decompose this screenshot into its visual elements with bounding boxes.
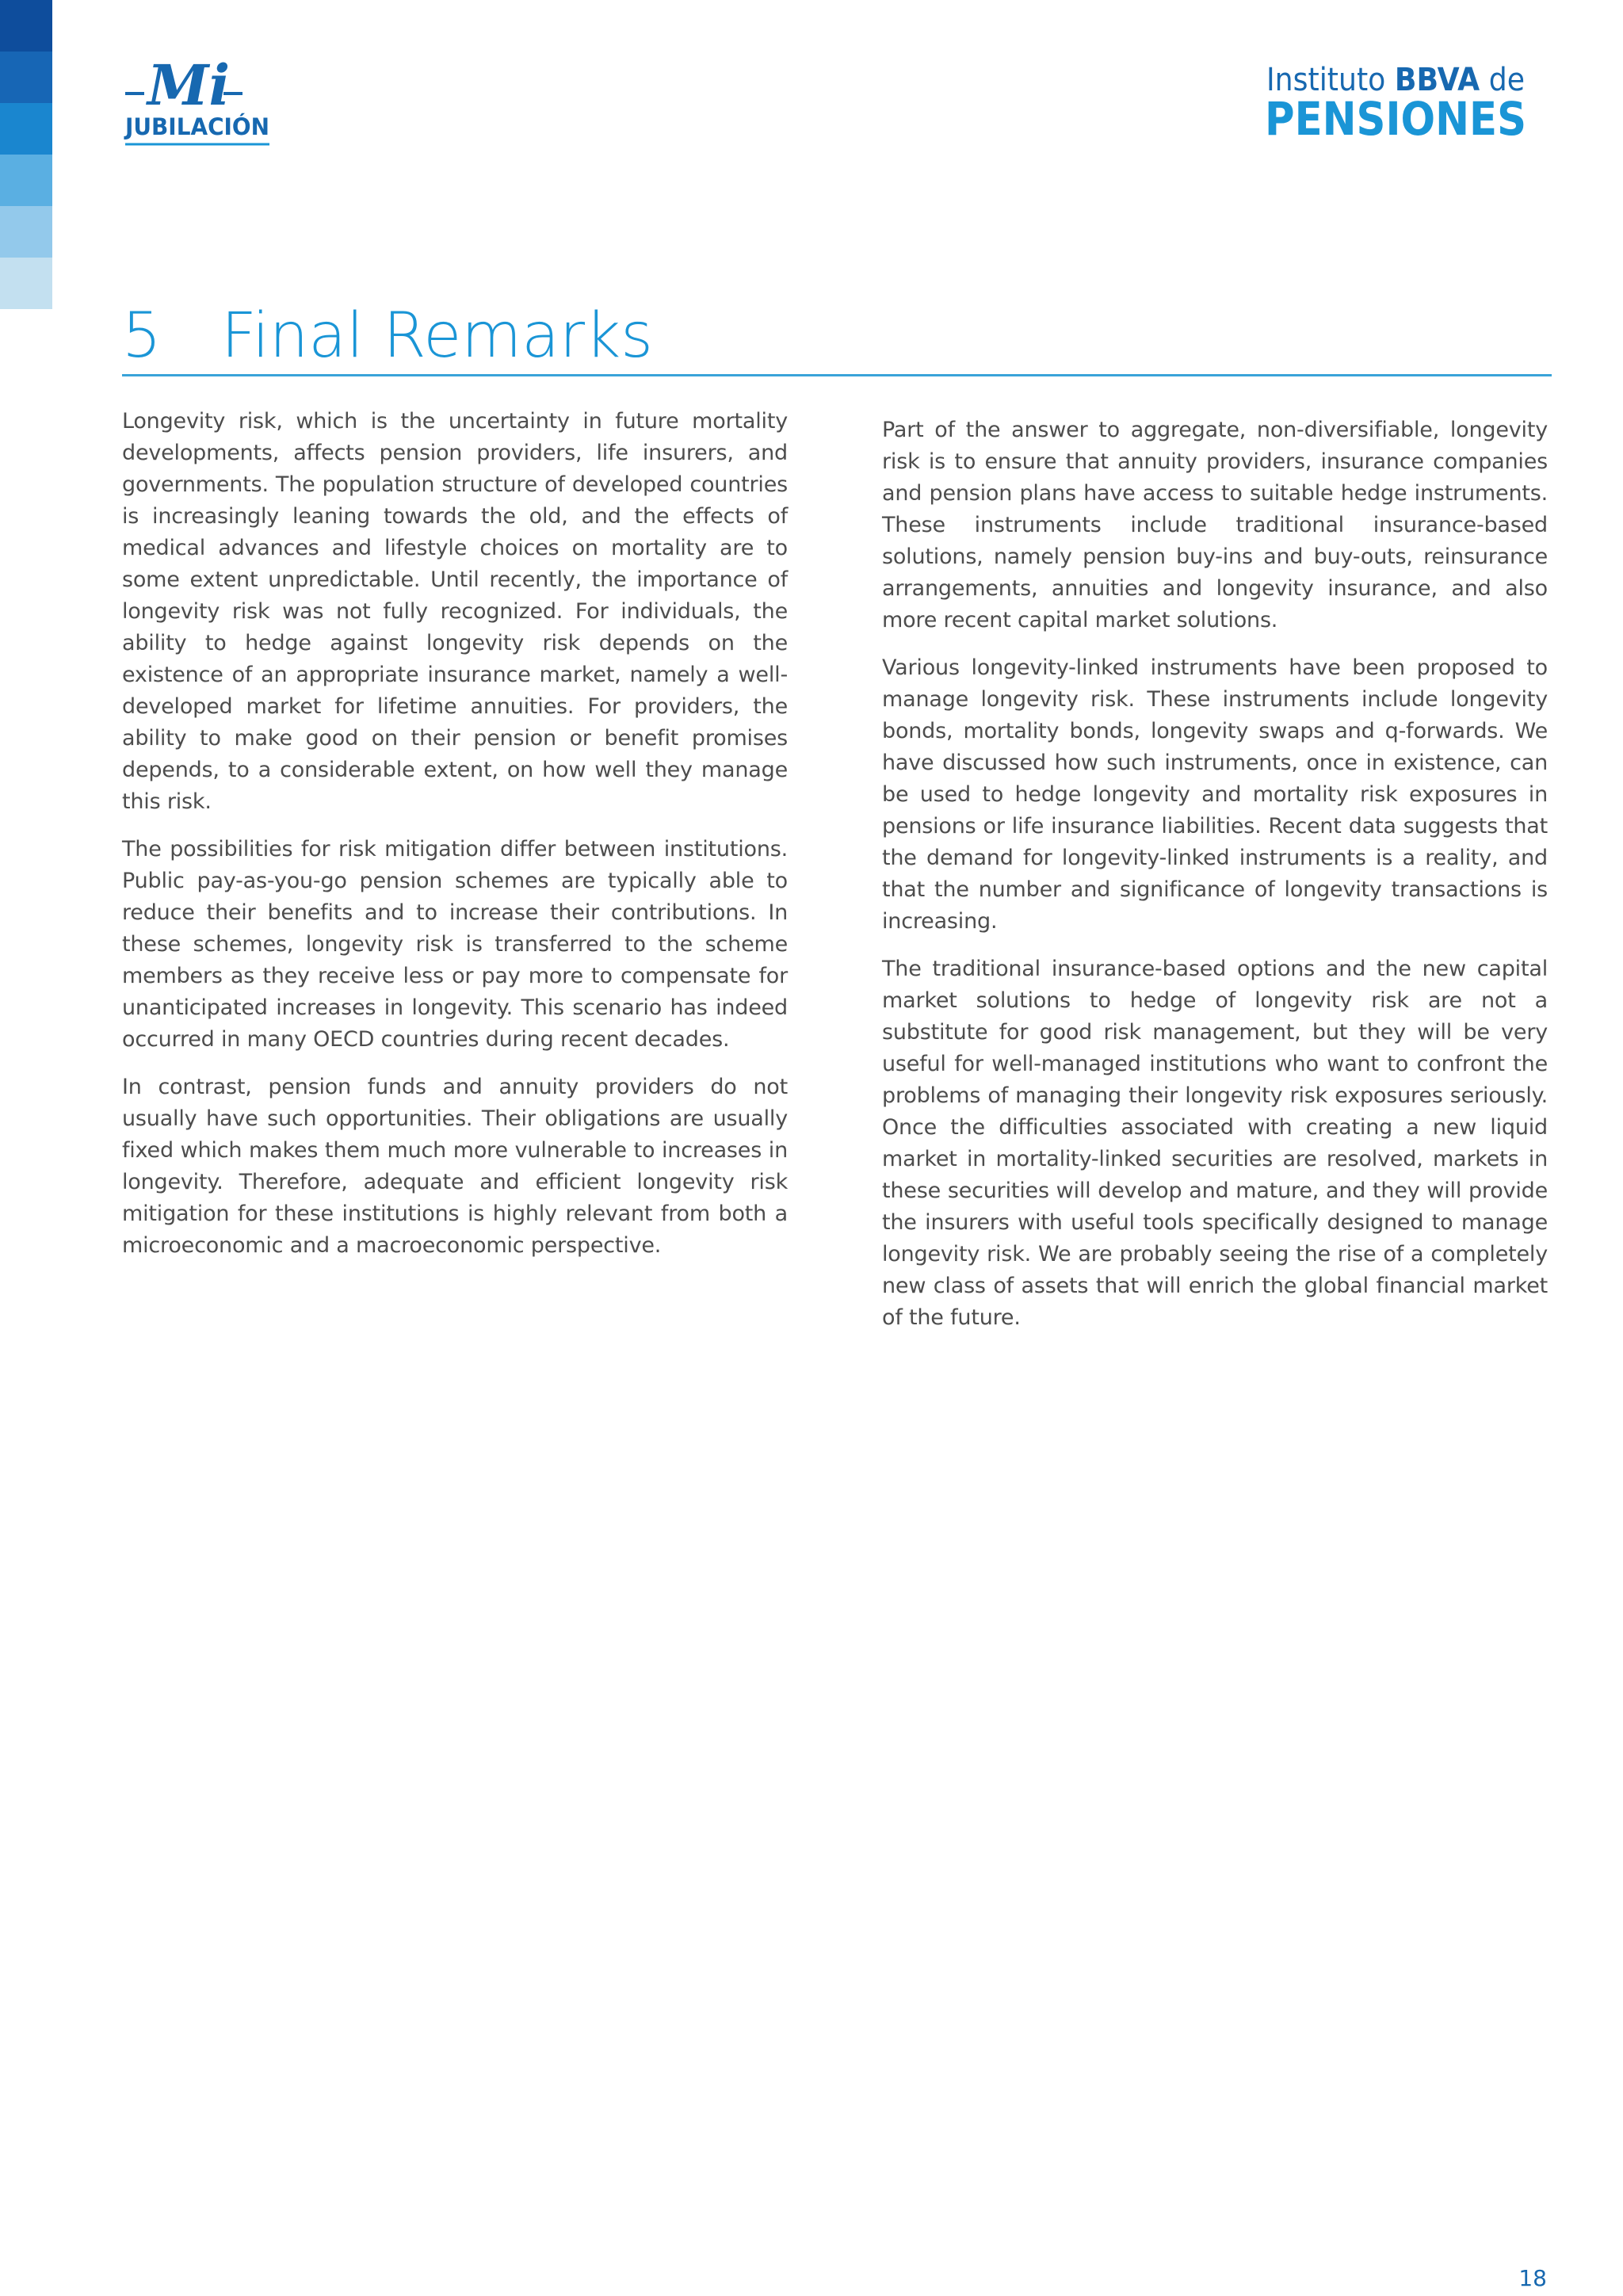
instituto-bbva-logo: [1260, 57, 1529, 144]
strip-block: [0, 103, 52, 155]
section-heading: [122, 298, 1552, 376]
strip-block: [0, 206, 52, 258]
logo-word: JUBILACIÓN: [124, 113, 269, 140]
left-text-column: [122, 406, 788, 1278]
logo-script-text: Mi: [147, 52, 231, 118]
strip-block: [0, 52, 52, 103]
section-number: 5: [122, 300, 162, 372]
logo-de-text: de: [1480, 62, 1529, 98]
logo-bbva-text: BBVA: [1394, 62, 1489, 98]
right-text-column: [882, 415, 1548, 1350]
side-color-strip: [0, 0, 52, 309]
paragraph: Longevity risk, which is the uncertainty in future mortality developments, affects pension providers, life insurers, and governments. The population structure of developed countries is increasingly leaning towards the old, and the effects of medical advances and lifestyle choices on mortality are to some extent unpredictable. Until recently, the importance of longevity risk was not fully recognized. For individuals, the ability to hedge against longevity risk depends on the existence of an appropriate insurance market, namely a well-developed market for lifetime annuities. For providers, the ability to make good on their pension or benefit promises depends, to a considerable extent, on how well they manage this risk.: [122, 409, 788, 814]
strip-block: [0, 258, 52, 309]
paragraph: The traditional insurance-based options and the new capital market solutions to hedge of longevity risk are not a substitute for good risk management, but they will be very useful for well-managed institutions who want to confront the problems of managing their longevity risk exposures seriously. Once the difficulties associated with creating a new liquid market in mortality-linked securities are resolved, markets in these securities will develop and mature, and they will provide the insurers with useful tools specifically designed to manage longevity risk. We are probably seeing the rise of a completely new class of assets that will enrich the global financial market of the future.: [882, 957, 1548, 1330]
paragraph: The possibilities for risk mitigation differ between institutions. Public pay-as-you-go pension schemes are typically able to reduce their benefits and to increase their contributions. In these schemes, longevity risk is transferred to the scheme members as they receive less or pay more to compensate for unanticipated increases in longevity. This scenario has indeed occurred in many OECD countries during recent decades.: [122, 837, 788, 1052]
paragraph: Various longevity-linked instruments have been proposed to manage longevity risk. These instruments include longevity bonds, mortality bonds, longevity swaps and q-forwards. We have discussed how such instruments, once in existence, can be used to hedge longevity and mortality risk exposures in pensions or life insurance liabilities. Recent data suggests that the demand for longevity-linked instruments is a reality, and that the number and significance of longevity transactions is increasing.: [882, 655, 1548, 934]
strip-block: [0, 0, 52, 52]
logo-instituto-text: Instituto: [1266, 62, 1408, 98]
logo-pensiones-text: PENSIONES: [1265, 92, 1526, 146]
paragraph: Part of the answer to aggregate, non-diversifiable, longevity risk is to ensure that annuity providers, insurance companies and pension plans have access to suitable hedge instruments. These instruments include traditional insurance-based solutions, namely pension buy-ins and buy-outs, reinsurance arrangements, annuities and longevity insurance, and also more recent capital market solutions.: [882, 418, 1548, 632]
mi-jubilacion-logo: [122, 52, 273, 151]
paragraph: In contrast, pension funds and annuity providers do not usually have such opportunities. Their obligations are usually fixed which makes them much more vulnerable to increases in longevity. Therefore, adequate and efficient longevity risk mitigation for these institutions is highly relevant from both a microeconomic and a macroeconomic perspective.: [122, 1075, 788, 1258]
page-number: 18: [1518, 2265, 1547, 2291]
section-title: Final Remarks: [221, 300, 653, 372]
strip-block: [0, 155, 52, 206]
